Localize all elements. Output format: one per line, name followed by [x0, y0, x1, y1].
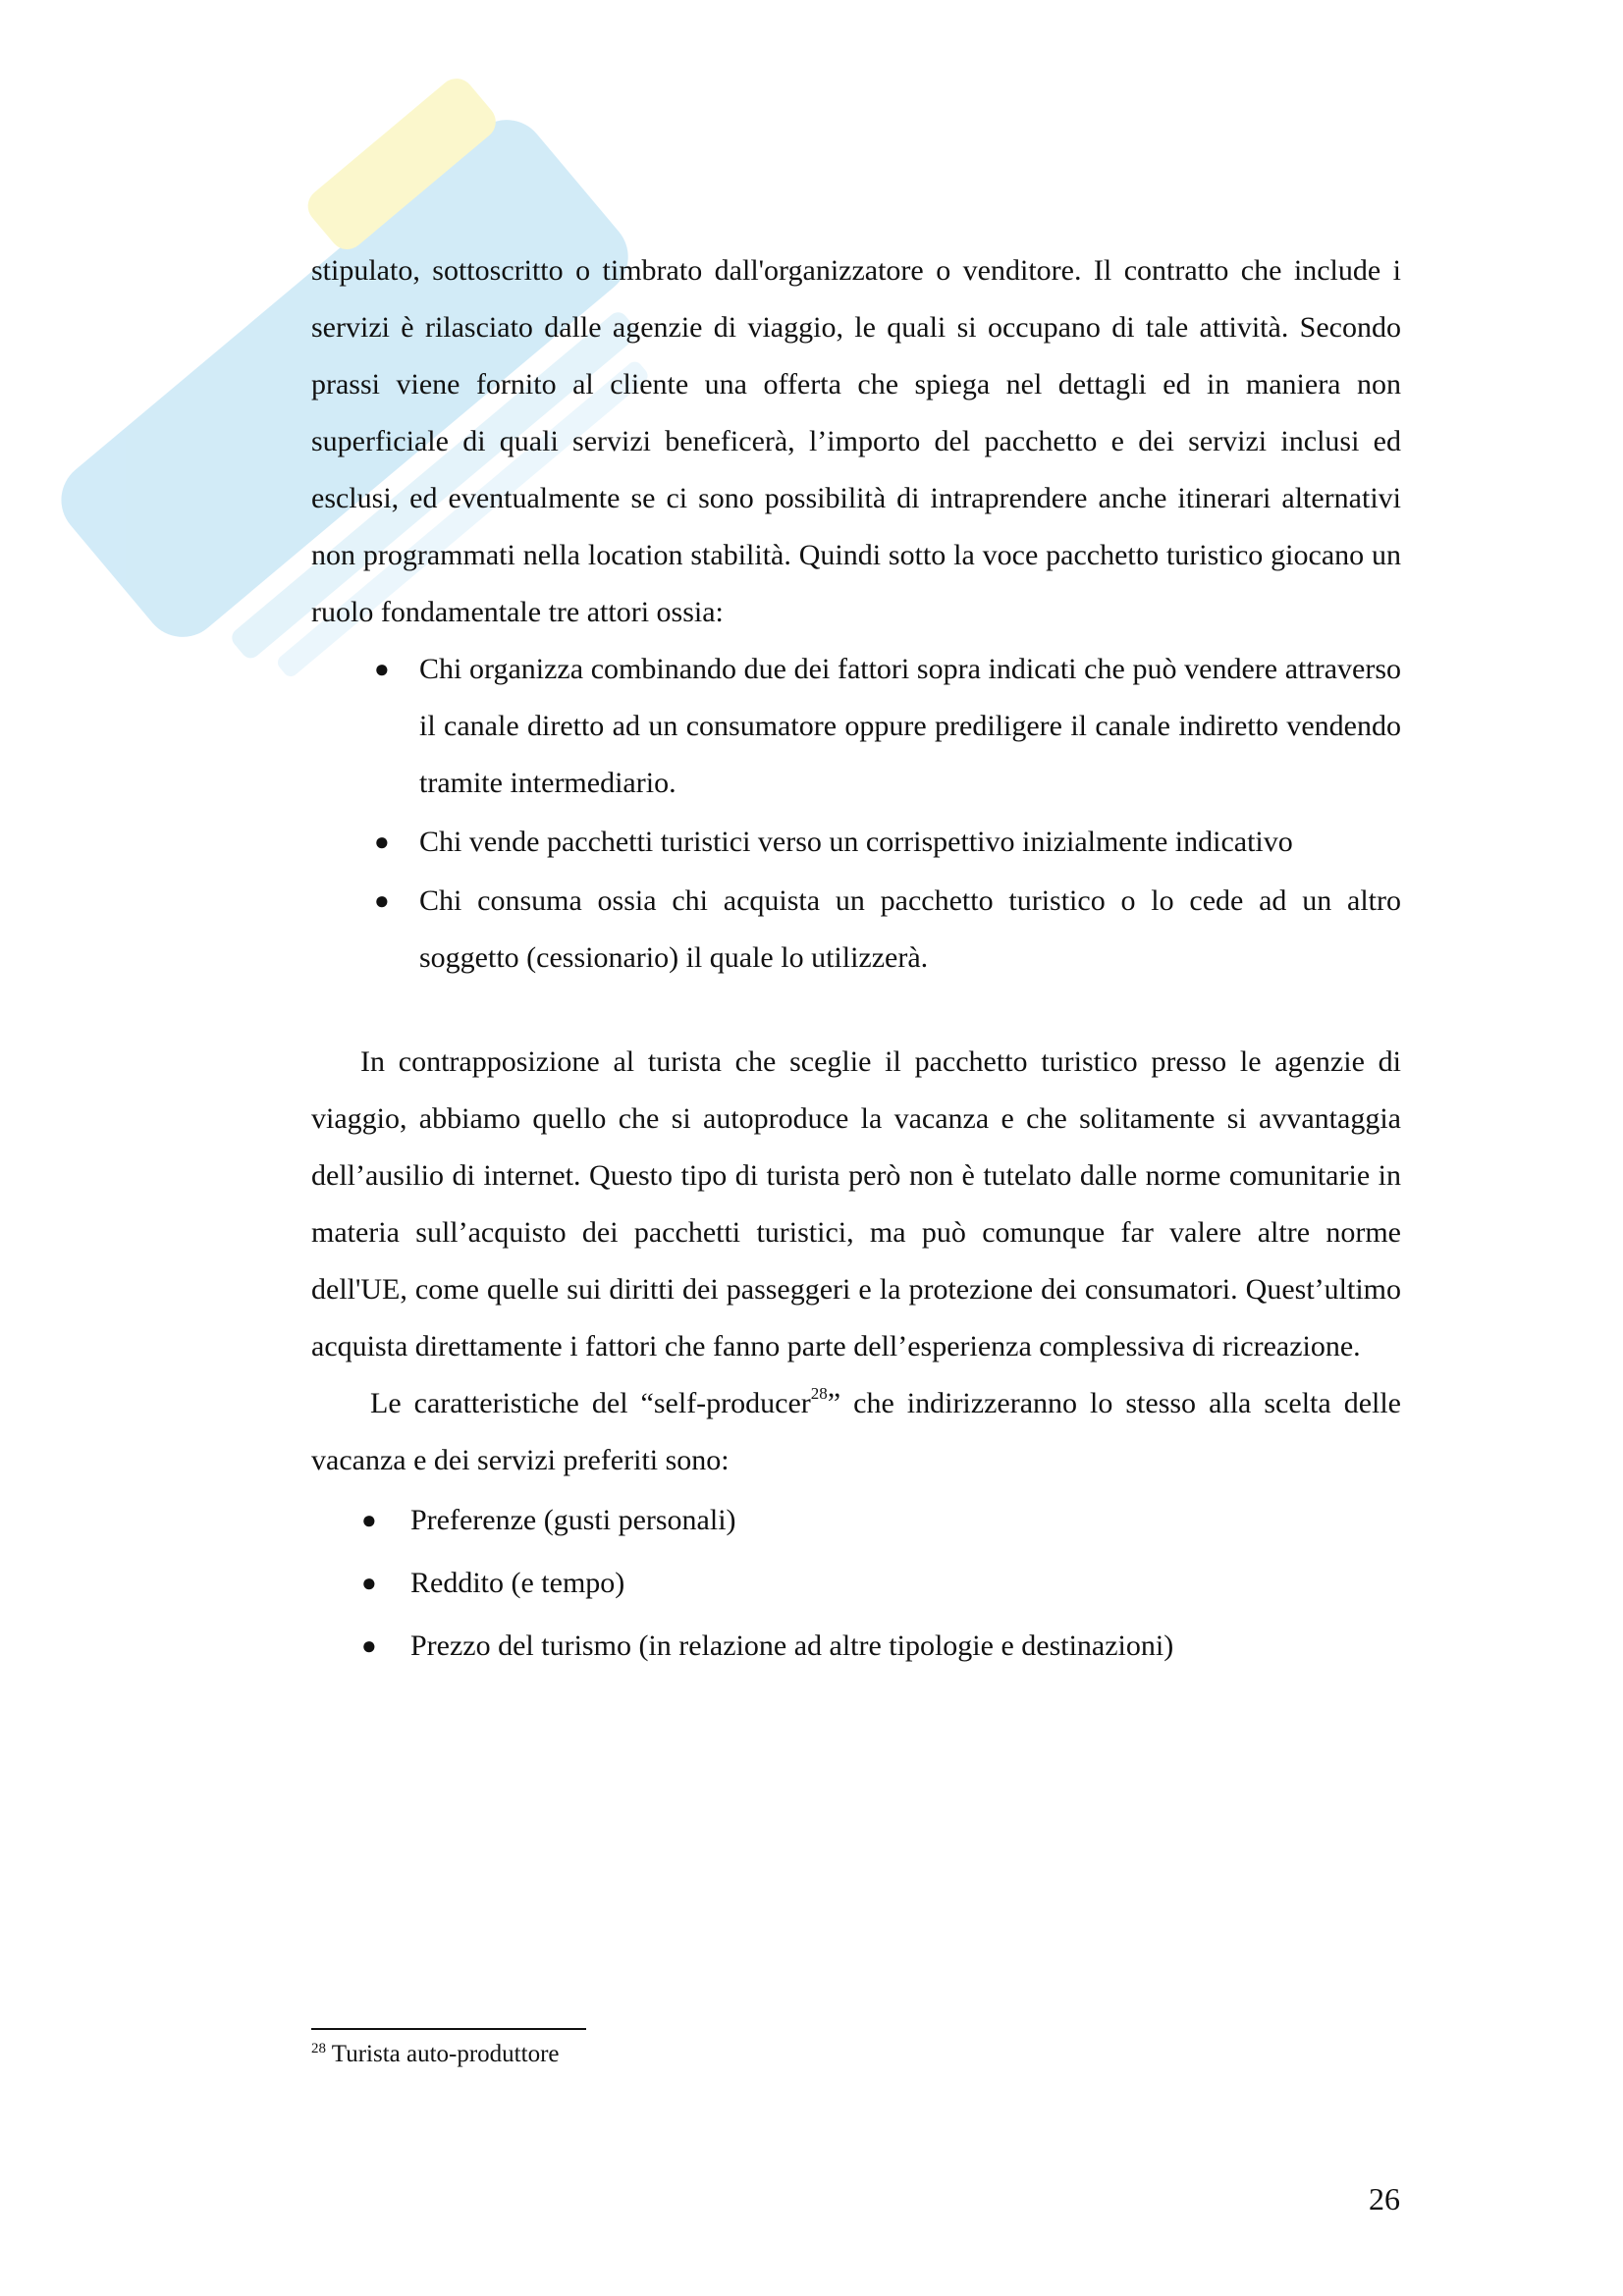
- list-item: ● Chi vende pacchetti turistici verso un corrispettivo inizialmente indicativo: [419, 814, 1401, 871]
- bullet-icon: ●: [361, 1631, 377, 1660]
- bullet-icon: ●: [361, 1569, 377, 1597]
- paragraph-self-producer: In contrapposizione al turista che sceglie il pacchetto turistico presso le agenzie di viaggio, abbiamo quello che si autoproduce la vacanza e che solitamente si avvantaggia dell’ausilio di internet. Questo tipo di turista però non è tutelato dalle norme comunitarie in materia sull’acquisto dei pacchetti turistici, ma può comunque far valere altre norme dell'UE, come quelle sui diritti dei passeggeri e la protezione dei consumatori. Quest’ultimo acquista direttamente i fattori che fanno parte dell’esperienza complessiva di ricreazione.: [311, 1045, 1401, 1362]
- footnote-reference[interactable]: 28: [810, 1384, 828, 1403]
- list-item: ● Preferenze (gusti personali): [410, 1489, 1401, 1552]
- bullet-icon: ●: [374, 828, 390, 856]
- bullet-icon: ●: [374, 886, 390, 915]
- characteristics-list: [311, 1489, 1401, 1678]
- list-item: ● Prezzo del turismo (in relazione ad altre tipologie e destinazioni): [410, 1615, 1401, 1678]
- paragraph-contract: stipulato, sottoscritto o timbrato dall'organizzatore o venditore. Il contratto che include i servizi è rilasciato dalle agenzie di viaggio, le quali si occupano di tale attività. Secondo prassi viene fornito al cliente una offerta che spiega nel dettagli ed in maniera non superficiale di quali servizi beneficerà, l’importo del pacchetto e dei servizi inclusi ed esclusi, ed eventualmente se ci sono possibilità di intraprendere anche itinerari alternativi non programmati nella location stabilità. Quindi sotto la voce pacchetto turistico giocano un ruolo fondamentale tre attori ossia:: [311, 254, 1401, 628]
- footnote: [311, 2038, 560, 2071]
- bullet-icon: ●: [361, 1506, 377, 1534]
- list-item: ● Chi organizza combinando due dei fattori sopra indicati che può vendere attraverso il canale diretto ad un consumatore oppure prediligere il canale indiretto vendendo tramite intermediario.: [419, 641, 1401, 812]
- paragraph-characteristics: Le caratteristiche del “self-producer$^{28}$” che indirizzeranno lo stesso alla scelta delle vacanza e dei servizi preferiti sono:: [311, 1384, 1401, 1476]
- list-item: ● Reddito (e tempo): [410, 1552, 1401, 1615]
- footnote-number: 28: [311, 2041, 326, 2056]
- list-item: ● Chi consuma ossia chi acquista un pacchetto turistico o lo cede ad un altro soggetto (cessionario) il quale lo utilizzerà.: [419, 873, 1401, 987]
- footnote-divider: [311, 2028, 586, 2030]
- bullet-icon: ●: [374, 655, 390, 683]
- page-body: [311, 242, 1401, 1678]
- actors-list: [311, 641, 1401, 987]
- footnote-text: Turista auto-produttore: [326, 2041, 560, 2067]
- page-number: 26: [1369, 2181, 1400, 2216]
